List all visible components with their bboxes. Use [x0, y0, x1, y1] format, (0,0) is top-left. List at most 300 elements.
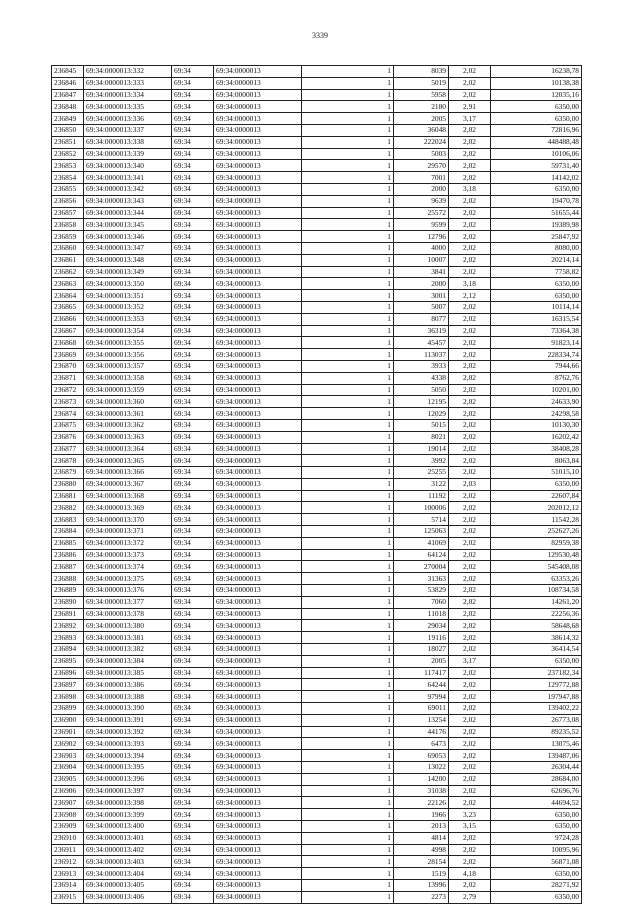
area-cell: 7060: [394, 596, 449, 608]
rate-cell: 2,02: [449, 679, 491, 691]
rate-cell: 2,02: [449, 172, 491, 184]
row-id-cell: 236863: [52, 278, 84, 290]
page-number: 3339: [312, 31, 328, 40]
cadastral-value-cell: 545408,08: [491, 561, 582, 573]
count-cell: 1: [302, 160, 394, 172]
district-code-cell: 69:34: [172, 738, 214, 750]
count-cell: 1: [302, 797, 394, 809]
cadastral-number-cell: 69:34:0000013:377: [84, 596, 172, 608]
district-code-cell: 69:34: [172, 797, 214, 809]
area-cell: 113037: [394, 349, 449, 361]
district-code-cell: 69:34: [172, 207, 214, 219]
cadastral-value-cell: 8080,00: [491, 242, 582, 254]
count-cell: 1: [302, 868, 394, 880]
count-cell: 1: [302, 762, 394, 774]
cadastral-value-cell: 16238,78: [491, 66, 582, 78]
cadastral-number-cell: 69:34:0000013:341: [84, 172, 172, 184]
cadastral-value-cell: 28684,00: [491, 773, 582, 785]
cadastral-value-cell: 6350,00: [491, 809, 582, 821]
district-code-cell: 69:34: [172, 526, 214, 538]
table-row: [52, 408, 582, 420]
cadastral-value-cell: 19470,78: [491, 195, 582, 207]
cadastral-value-cell: 9724,28: [491, 832, 582, 844]
district-code-cell: 69:34: [172, 608, 214, 620]
district-code-cell: 69:34: [172, 396, 214, 408]
quarter-number-cell: 69:34:0000013: [214, 773, 302, 785]
cadastral-number-cell: 69:34:0000013:338: [84, 136, 172, 148]
count-cell: 1: [302, 66, 394, 78]
cadastral-number-cell: 69:34:0000013:399: [84, 809, 172, 821]
cadastral-value-cell: 6350,00: [491, 655, 582, 667]
cadastral-number-cell: 69:34:0000013:346: [84, 231, 172, 243]
district-code-cell: 69:34: [172, 750, 214, 762]
quarter-number-cell: 69:34:0000013: [214, 738, 302, 750]
cadastral-value-cell: 129772,88: [491, 679, 582, 691]
cadastral-value-cell: 10130,30: [491, 419, 582, 431]
row-id-cell: 236878: [52, 455, 84, 467]
quarter-number-cell: 69:34:0000013: [214, 419, 302, 431]
cadastral-number-cell: 69:34:0000013:381: [84, 632, 172, 644]
row-id-cell: 236845: [52, 66, 84, 78]
rate-cell: 2,02: [449, 301, 491, 313]
cadastral-value-cell: 63353,26: [491, 573, 582, 585]
count-cell: 1: [302, 644, 394, 656]
row-id-cell: 236868: [52, 337, 84, 349]
table-row: [52, 136, 582, 148]
rate-cell: 2,02: [449, 231, 491, 243]
table-row: [52, 561, 582, 573]
count-cell: 1: [302, 360, 394, 372]
table-row: [52, 113, 582, 125]
quarter-number-cell: 69:34:0000013: [214, 809, 302, 821]
cadastral-value-cell: 11542,28: [491, 514, 582, 526]
cadastral-number-cell: 69:34:0000013:360: [84, 396, 172, 408]
district-code-cell: 69:34: [172, 231, 214, 243]
count-cell: 1: [302, 195, 394, 207]
district-code-cell: 69:34: [172, 337, 214, 349]
row-id-cell: 236866: [52, 313, 84, 325]
cadastral-number-cell: 69:34:0000013:400: [84, 821, 172, 833]
district-code-cell: 69:34: [172, 467, 214, 479]
row-id-cell: 236877: [52, 443, 84, 455]
cadastral-value-cell: 14142,02: [491, 172, 582, 184]
area-cell: 36319: [394, 325, 449, 337]
quarter-number-cell: 69:34:0000013: [214, 561, 302, 573]
cadastral-value-cell: 44694,52: [491, 797, 582, 809]
count-cell: 1: [302, 537, 394, 549]
cadastral-number-cell: 69:34:0000013:366: [84, 467, 172, 479]
row-id-cell: 236876: [52, 431, 84, 443]
district-code-cell: 69:34: [172, 148, 214, 160]
cadastral-value-cell: 58648,68: [491, 620, 582, 632]
quarter-number-cell: 69:34:0000013: [214, 384, 302, 396]
rate-cell: 2,02: [449, 396, 491, 408]
quarter-number-cell: 69:34:0000013: [214, 231, 302, 243]
quarter-number-cell: 69:34:0000013: [214, 714, 302, 726]
count-cell: 1: [302, 490, 394, 502]
district-code-cell: 69:34: [172, 301, 214, 313]
table-row: [52, 419, 582, 431]
area-cell: 5958: [394, 89, 449, 101]
quarter-number-cell: 69:34:0000013: [214, 585, 302, 597]
quarter-number-cell: 69:34:0000013: [214, 396, 302, 408]
table-row: [52, 183, 582, 195]
rate-cell: 2,02: [449, 207, 491, 219]
rate-cell: 2,02: [449, 337, 491, 349]
table-row: [52, 396, 582, 408]
cadastral-number-cell: 69:34:0000013:339: [84, 148, 172, 160]
cadastral-number-cell: 69:34:0000013:353: [84, 313, 172, 325]
quarter-number-cell: 69:34:0000013: [214, 101, 302, 113]
table-row: [52, 644, 582, 656]
rate-cell: 2,02: [449, 514, 491, 526]
row-id-cell: 236880: [52, 478, 84, 490]
quarter-number-cell: 69:34:0000013: [214, 431, 302, 443]
area-cell: 270004: [394, 561, 449, 573]
row-id-cell: 236856: [52, 195, 84, 207]
rate-cell: 2,02: [449, 136, 491, 148]
district-code-cell: 69:34: [172, 773, 214, 785]
area-cell: 41069: [394, 537, 449, 549]
cadastral-number-cell: 69:34:0000013:394: [84, 750, 172, 762]
count-cell: 1: [302, 77, 394, 89]
area-cell: 4998: [394, 844, 449, 856]
count-cell: 1: [302, 384, 394, 396]
table-row: [52, 455, 582, 467]
count-cell: 1: [302, 301, 394, 313]
row-id-cell: 236857: [52, 207, 84, 219]
quarter-number-cell: 69:34:0000013: [214, 478, 302, 490]
area-cell: 36048: [394, 124, 449, 136]
rate-cell: 2,02: [449, 573, 491, 585]
count-cell: 1: [302, 561, 394, 573]
count-cell: 1: [302, 596, 394, 608]
count-cell: 1: [302, 172, 394, 184]
table-row: [52, 502, 582, 514]
count-cell: 1: [302, 124, 394, 136]
cadastral-number-cell: 69:34:0000013:343: [84, 195, 172, 207]
cadastral-number-cell: 69:34:0000013:402: [84, 844, 172, 856]
area-cell: 12796: [394, 231, 449, 243]
cadastral-value-cell: 72816,96: [491, 124, 582, 136]
cadastral-number-cell: 69:34:0000013:373: [84, 549, 172, 561]
rate-cell: 2,02: [449, 691, 491, 703]
area-cell: 11018: [394, 608, 449, 620]
area-cell: 12195: [394, 396, 449, 408]
cadastral-value-cell: 82959,38: [491, 537, 582, 549]
table-row: [52, 478, 582, 490]
rate-cell: 3,15: [449, 821, 491, 833]
district-code-cell: 69:34: [172, 490, 214, 502]
cadastral-number-cell: 69:34:0000013:347: [84, 242, 172, 254]
quarter-number-cell: 69:34:0000013: [214, 195, 302, 207]
rate-cell: 4,18: [449, 868, 491, 880]
cadastral-number-cell: 69:34:0000013:337: [84, 124, 172, 136]
cadastral-value-cell: 6350,00: [491, 290, 582, 302]
count-cell: 1: [302, 502, 394, 514]
district-code-cell: 69:34: [172, 372, 214, 384]
area-cell: 25572: [394, 207, 449, 219]
cadastral-number-cell: 69:34:0000013:354: [84, 325, 172, 337]
cadastral-number-cell: 69:34:0000013:342: [84, 183, 172, 195]
district-code-cell: 69:34: [172, 502, 214, 514]
count-cell: 1: [302, 703, 394, 715]
cadastral-value-cell: 129530,48: [491, 549, 582, 561]
quarter-number-cell: 69:34:0000013: [214, 124, 302, 136]
cadastral-value-cell: 59731,40: [491, 160, 582, 172]
row-id-cell: 236911: [52, 844, 84, 856]
row-id-cell: 236871: [52, 372, 84, 384]
cadastral-value-cell: 6350,00: [491, 478, 582, 490]
count-cell: 1: [302, 526, 394, 538]
district-code-cell: 69:34: [172, 585, 214, 597]
quarter-number-cell: 69:34:0000013: [214, 514, 302, 526]
cadastral-value-cell: 6350,00: [491, 278, 582, 290]
count-cell: 1: [302, 573, 394, 585]
rate-cell: 2,02: [449, 762, 491, 774]
district-code-cell: 69:34: [172, 856, 214, 868]
rate-cell: 2,02: [449, 632, 491, 644]
district-code-cell: 69:34: [172, 360, 214, 372]
count-cell: 1: [302, 549, 394, 561]
count-cell: 1: [302, 455, 394, 467]
cadastral-value-cell: 28271,92: [491, 879, 582, 891]
area-cell: 7001: [394, 172, 449, 184]
row-id-cell: 236912: [52, 856, 84, 868]
cadastral-number-cell: 69:34:0000013:405: [84, 879, 172, 891]
table-row: [52, 537, 582, 549]
table-row: [52, 655, 582, 667]
table-row: [52, 514, 582, 526]
count-cell: 1: [302, 325, 394, 337]
quarter-number-cell: 69:34:0000013: [214, 844, 302, 856]
quarter-number-cell: 69:34:0000013: [214, 254, 302, 266]
table-row: [52, 691, 582, 703]
table-row: [52, 620, 582, 632]
cadastral-value-cell: 24633,90: [491, 396, 582, 408]
quarter-number-cell: 69:34:0000013: [214, 632, 302, 644]
row-id-cell: 236867: [52, 325, 84, 337]
quarter-number-cell: 69:34:0000013: [214, 750, 302, 762]
table-row: [52, 254, 582, 266]
rate-cell: 3,18: [449, 278, 491, 290]
rate-cell: 2,02: [449, 750, 491, 762]
cadastral-value-cell: 7758,82: [491, 266, 582, 278]
district-code-cell: 69:34: [172, 183, 214, 195]
area-cell: 44176: [394, 726, 449, 738]
quarter-number-cell: 69:34:0000013: [214, 349, 302, 361]
rate-cell: 2,02: [449, 596, 491, 608]
count-cell: 1: [302, 349, 394, 361]
area-cell: 13996: [394, 879, 449, 891]
rate-cell: 2,02: [449, 738, 491, 750]
table-row: [52, 148, 582, 160]
table-row: [52, 278, 582, 290]
rate-cell: 2,02: [449, 266, 491, 278]
rate-cell: 2,02: [449, 66, 491, 78]
table-row: [52, 325, 582, 337]
cadastral-value-cell: 13075,46: [491, 738, 582, 750]
row-id-cell: 236870: [52, 360, 84, 372]
count-cell: 1: [302, 231, 394, 243]
row-id-cell: 236888: [52, 573, 84, 585]
count-cell: 1: [302, 608, 394, 620]
cadastral-number-cell: 69:34:0000013:397: [84, 785, 172, 797]
area-cell: 5714: [394, 514, 449, 526]
cadastral-number-cell: 69:34:0000013:365: [84, 455, 172, 467]
quarter-number-cell: 69:34:0000013: [214, 691, 302, 703]
cadastral-number-cell: 69:34:0000013:378: [84, 608, 172, 620]
rate-cell: 2,02: [449, 349, 491, 361]
cadastral-number-cell: 69:34:0000013:350: [84, 278, 172, 290]
row-id-cell: 236847: [52, 89, 84, 101]
quarter-number-cell: 69:34:0000013: [214, 667, 302, 679]
rate-cell: 2,02: [449, 77, 491, 89]
row-id-cell: 236881: [52, 490, 84, 502]
row-id-cell: 236901: [52, 726, 84, 738]
cadastral-value-cell: 38614,32: [491, 632, 582, 644]
rate-cell: 2,02: [449, 313, 491, 325]
row-id-cell: 236849: [52, 113, 84, 125]
table-row: [52, 231, 582, 243]
count-cell: 1: [302, 714, 394, 726]
area-cell: 2180: [394, 101, 449, 113]
district-code-cell: 69:34: [172, 266, 214, 278]
cadastral-value-cell: 6350,00: [491, 868, 582, 880]
cadastral-number-cell: 69:34:0000013:361: [84, 408, 172, 420]
area-cell: 28154: [394, 856, 449, 868]
rate-cell: 2,02: [449, 797, 491, 809]
area-cell: 5003: [394, 148, 449, 160]
table-row: [52, 349, 582, 361]
area-cell: 64124: [394, 549, 449, 561]
area-cell: 2005: [394, 113, 449, 125]
quarter-number-cell: 69:34:0000013: [214, 549, 302, 561]
row-id-cell: 236872: [52, 384, 84, 396]
cadastral-number-cell: 69:34:0000013:403: [84, 856, 172, 868]
district-code-cell: 69:34: [172, 77, 214, 89]
row-id-cell: 236854: [52, 172, 84, 184]
cadastral-value-cell: 228334,74: [491, 349, 582, 361]
quarter-number-cell: 69:34:0000013: [214, 160, 302, 172]
table-row: [52, 195, 582, 207]
cadastral-value-cell: 108734,58: [491, 585, 582, 597]
quarter-number-cell: 69:34:0000013: [214, 337, 302, 349]
cadastral-value-cell: 8762,76: [491, 372, 582, 384]
cadastral-number-cell: 69:34:0000013:404: [84, 868, 172, 880]
count-cell: 1: [302, 148, 394, 160]
district-code-cell: 69:34: [172, 596, 214, 608]
district-code-cell: 69:34: [172, 549, 214, 561]
count-cell: 1: [302, 431, 394, 443]
cadastral-number-cell: 69:34:0000013:390: [84, 703, 172, 715]
area-cell: 29034: [394, 620, 449, 632]
table-row: [52, 160, 582, 172]
row-id-cell: 236869: [52, 349, 84, 361]
table-row: [52, 290, 582, 302]
rate-cell: 2,02: [449, 372, 491, 384]
rate-cell: 2,03: [449, 478, 491, 490]
district-code-cell: 69:34: [172, 891, 214, 903]
cadastral-value-cell: 10201,00: [491, 384, 582, 396]
area-cell: 97994: [394, 691, 449, 703]
table-row: [52, 360, 582, 372]
area-cell: 13254: [394, 714, 449, 726]
row-id-cell: 236915: [52, 891, 84, 903]
cadastral-value-table: [51, 65, 582, 904]
count-cell: 1: [302, 183, 394, 195]
area-cell: 25255: [394, 467, 449, 479]
cadastral-number-cell: 69:34:0000013:406: [84, 891, 172, 903]
district-code-cell: 69:34: [172, 172, 214, 184]
cadastral-number-cell: 69:34:0000013:362: [84, 419, 172, 431]
rate-cell: 2,02: [449, 124, 491, 136]
count-cell: 1: [302, 372, 394, 384]
count-cell: 1: [302, 478, 394, 490]
row-id-cell: 236874: [52, 408, 84, 420]
cadastral-value-cell: 91823,14: [491, 337, 582, 349]
cadastral-value-cell: 10106,06: [491, 148, 582, 160]
cadastral-value-cell: 139402,22: [491, 703, 582, 715]
row-id-cell: 236907: [52, 797, 84, 809]
row-id-cell: 236873: [52, 396, 84, 408]
count-cell: 1: [302, 821, 394, 833]
row-id-cell: 236893: [52, 632, 84, 644]
rate-cell: 3,18: [449, 183, 491, 195]
area-cell: 69053: [394, 750, 449, 762]
area-cell: 3933: [394, 360, 449, 372]
rate-cell: 2,02: [449, 455, 491, 467]
row-id-cell: 236904: [52, 762, 84, 774]
rate-cell: 2,02: [449, 219, 491, 231]
area-cell: 4814: [394, 832, 449, 844]
area-cell: 31363: [394, 573, 449, 585]
row-id-cell: 236894: [52, 644, 84, 656]
quarter-number-cell: 69:34:0000013: [214, 785, 302, 797]
area-cell: 45457: [394, 337, 449, 349]
count-cell: 1: [302, 266, 394, 278]
quarter-number-cell: 69:34:0000013: [214, 490, 302, 502]
row-id-cell: 236898: [52, 691, 84, 703]
cadastral-value-cell: 16202,42: [491, 431, 582, 443]
area-cell: 19014: [394, 443, 449, 455]
district-code-cell: 69:34: [172, 89, 214, 101]
table-row: [52, 667, 582, 679]
table-row: [52, 124, 582, 136]
quarter-number-cell: 69:34:0000013: [214, 762, 302, 774]
district-code-cell: 69:34: [172, 290, 214, 302]
table-row: [52, 821, 582, 833]
cadastral-number-cell: 69:34:0000013:340: [84, 160, 172, 172]
rate-cell: 2,02: [449, 242, 491, 254]
area-cell: 3122: [394, 478, 449, 490]
district-code-cell: 69:34: [172, 313, 214, 325]
district-code-cell: 69:34: [172, 124, 214, 136]
rate-cell: 3,23: [449, 809, 491, 821]
count-cell: 1: [302, 879, 394, 891]
district-code-cell: 69:34: [172, 644, 214, 656]
area-cell: 2013: [394, 821, 449, 833]
quarter-number-cell: 69:34:0000013: [214, 242, 302, 254]
count-cell: 1: [302, 773, 394, 785]
quarter-number-cell: 69:34:0000013: [214, 360, 302, 372]
area-cell: 11192: [394, 490, 449, 502]
table-row: [52, 785, 582, 797]
cadastral-number-cell: 69:34:0000013:395: [84, 762, 172, 774]
area-cell: 8039: [394, 66, 449, 78]
district-code-cell: 69:34: [172, 655, 214, 667]
area-cell: 13022: [394, 762, 449, 774]
